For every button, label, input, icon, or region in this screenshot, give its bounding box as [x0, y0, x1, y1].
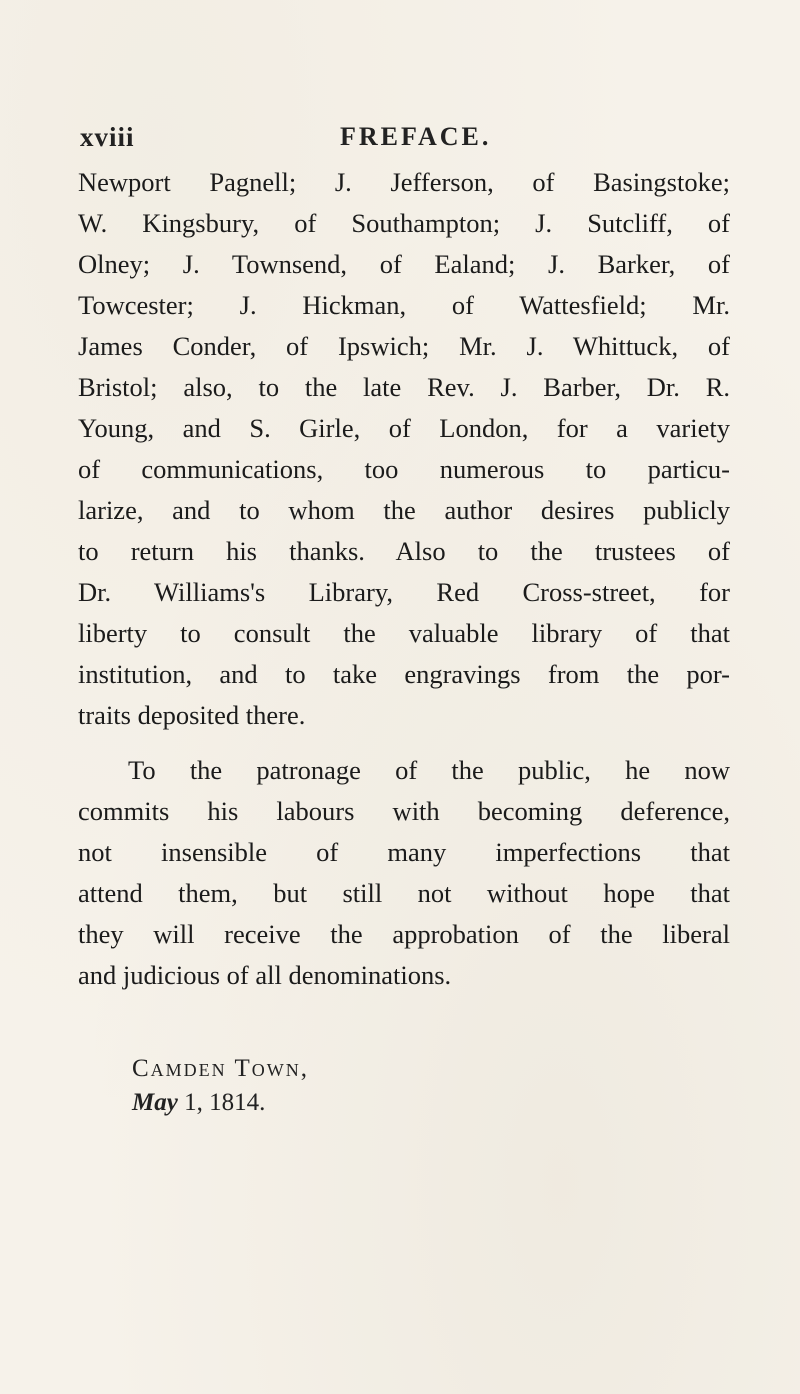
text-line: Young, and S. Girle, of London, for a variety — [78, 413, 730, 443]
signature-date — [132, 1086, 532, 1120]
text-line: To the patronage of the public, he now — [128, 755, 730, 785]
text-line: James Conder, of Ipswich; Mr. J. Whittuck, of — [78, 331, 730, 361]
paragraph-acknowledgements — [78, 162, 730, 736]
text-line: Newport Pagnell; J. Jefferson, of Basingstoke; — [78, 167, 730, 197]
signature-month: May — [132, 1089, 178, 1116]
text-line: traits deposited there. — [78, 700, 306, 730]
paragraph-dedication — [78, 750, 730, 996]
signature-day-year: 1, 1814. — [177, 1089, 266, 1116]
text-line: and judicious of all denominations. — [78, 960, 452, 990]
text-line: not insensible of many imperfections that — [78, 837, 730, 867]
preface-text — [78, 162, 730, 996]
text-line: liberty to consult the valuable library of that — [78, 618, 730, 648]
text-line: Towcester; J. Hickman, of Wattesfield; Mr. — [78, 290, 730, 320]
paragraph-spacer — [78, 736, 730, 750]
text-line: to return his thanks. Also to the trustees of — [78, 536, 730, 566]
running-head — [80, 122, 760, 162]
text-line: they will receive the approbation of the liberal — [78, 919, 730, 949]
signature-place: Camden Town, — [132, 1055, 309, 1082]
text-line: commits his labours with becoming deference, — [78, 796, 730, 826]
text-line: Olney; J. Townsend, of Ealand; J. Barker, of — [78, 249, 730, 279]
text-line: attend them, but still not without hope that — [78, 878, 730, 908]
text-line: of communications, too numerous to particu- — [78, 454, 730, 484]
text-line: institution, and to take engravings from the por- — [78, 659, 730, 689]
text-line: W. Kingsbury, of Southampton; J. Sutcliff, of — [78, 208, 730, 238]
text-line: larize, and to whom the author desires publicly — [78, 495, 730, 525]
text-line: Bristol; also, to the late Rev. J. Barber, Dr. R. — [78, 372, 730, 402]
running-title: FREFACE. — [340, 122, 492, 151]
page-number: xviii — [80, 122, 135, 152]
signature-block — [132, 1052, 532, 1120]
text-line: Dr. Williams's Library, Red Cross-street, for — [78, 577, 730, 607]
